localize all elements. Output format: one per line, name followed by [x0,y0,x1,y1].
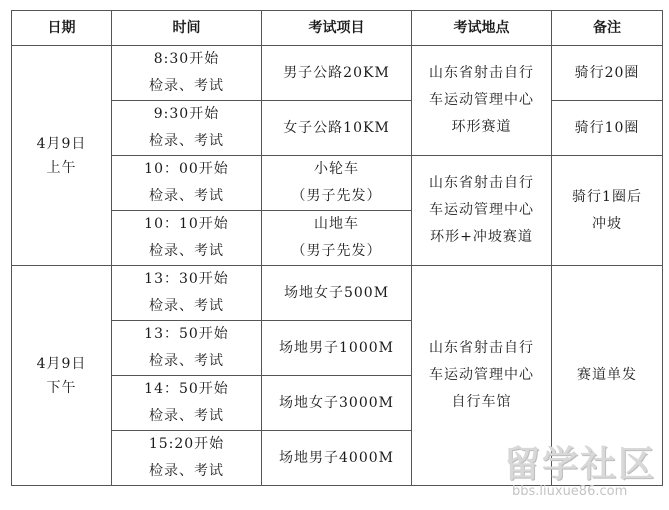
note-cell [552,101,663,156]
time-start: 9:30开始 [153,106,220,122]
header-event: 考试项目 [262,11,412,46]
venue-cell [412,156,552,266]
date-cell-afternoon [12,266,112,486]
header-date: 日期 [12,11,112,46]
time-cell [112,266,262,321]
time-start: 10：10开始 [144,216,229,232]
time-start: 13：50开始 [144,326,229,342]
header-note: 备注 [552,11,663,46]
venue-line: 车运动管理中心 [429,367,534,383]
note-cell [552,156,663,266]
time-cell [112,46,262,101]
exam-schedule-table [11,10,663,486]
time-action: 检录、考试 [149,133,224,149]
time-start: 8:30开始 [153,51,220,67]
event-name: 男子公路20KM [283,64,390,81]
venue-line: 环形+冲坡赛道 [430,229,533,245]
table-row [12,266,663,321]
venue-line: 山东省射击自行 [429,65,534,81]
time-cell [112,156,262,211]
time-cell [112,376,262,431]
venue-cell [412,266,552,486]
header-row [12,11,663,46]
event-cell [262,46,412,101]
event-name: 场地女子500M [283,284,390,301]
event-name: 场地男子1000M [279,339,394,356]
venue-line: 自行车馆 [451,394,512,410]
time-cell [112,321,262,376]
event-detail: （男子先发） [291,188,382,204]
venue-cell [412,46,552,156]
event-cell [262,376,412,431]
time-start: 15:20开始 [148,436,225,452]
period-label: 上午 [46,159,77,176]
event-name: 场地男子4000M [279,449,394,466]
table-row [12,46,663,101]
event-detail: （男子先发） [291,243,382,259]
time-start: 13：30开始 [144,271,229,287]
venue-line: 山东省射击自行 [429,175,534,191]
event-name: 场地女子3000M [279,394,394,411]
event-name: 女子公路10KM [283,119,390,136]
time-cell [112,101,262,156]
note-text: 骑行20圈 [574,64,640,81]
header-time: 时间 [112,11,262,46]
time-cell [112,211,262,266]
venue-line: 环形赛道 [451,119,512,135]
note-text: 骑行1圈后 [572,188,642,205]
time-cell [112,431,262,486]
note-text: 赛道单发 [577,367,637,383]
event-cell [262,156,412,211]
date-cell-morning [12,46,112,266]
header-venue: 考试地点 [412,11,552,46]
note-cell [552,266,663,486]
time-action: 检录、考试 [149,463,224,479]
time-start: 14：50开始 [144,381,229,397]
time-action: 检录、考试 [149,408,224,424]
note-cell [552,46,663,101]
time-action: 检录、考试 [149,243,224,259]
event-cell [262,431,412,486]
venue-line: 山东省射击自行 [429,340,534,356]
date-label: 4月9日 [36,135,87,152]
venue-line: 车运动管理中心 [429,92,534,108]
event-name: 小轮车 [314,161,359,177]
time-action: 检录、考试 [149,78,224,94]
watermark-logo-text: 留学社区 [504,444,657,485]
time-start: 10：00开始 [144,161,229,177]
watermark-url: bbs.liuxue86.com [512,484,628,499]
event-cell [262,101,412,156]
period-label: 下午 [46,379,77,396]
event-cell [262,266,412,321]
venue-line: 车运动管理中心 [429,202,534,218]
event-name: 山地车 [314,216,359,232]
time-action: 检录、考试 [149,353,224,369]
date-label: 4月9日 [36,355,87,372]
event-cell [262,321,412,376]
note-text: 骑行10圈 [574,119,640,136]
time-action: 检录、考试 [149,188,224,204]
event-cell [262,211,412,266]
time-action: 检录、考试 [149,298,224,314]
note-text: 冲坡 [592,215,622,232]
